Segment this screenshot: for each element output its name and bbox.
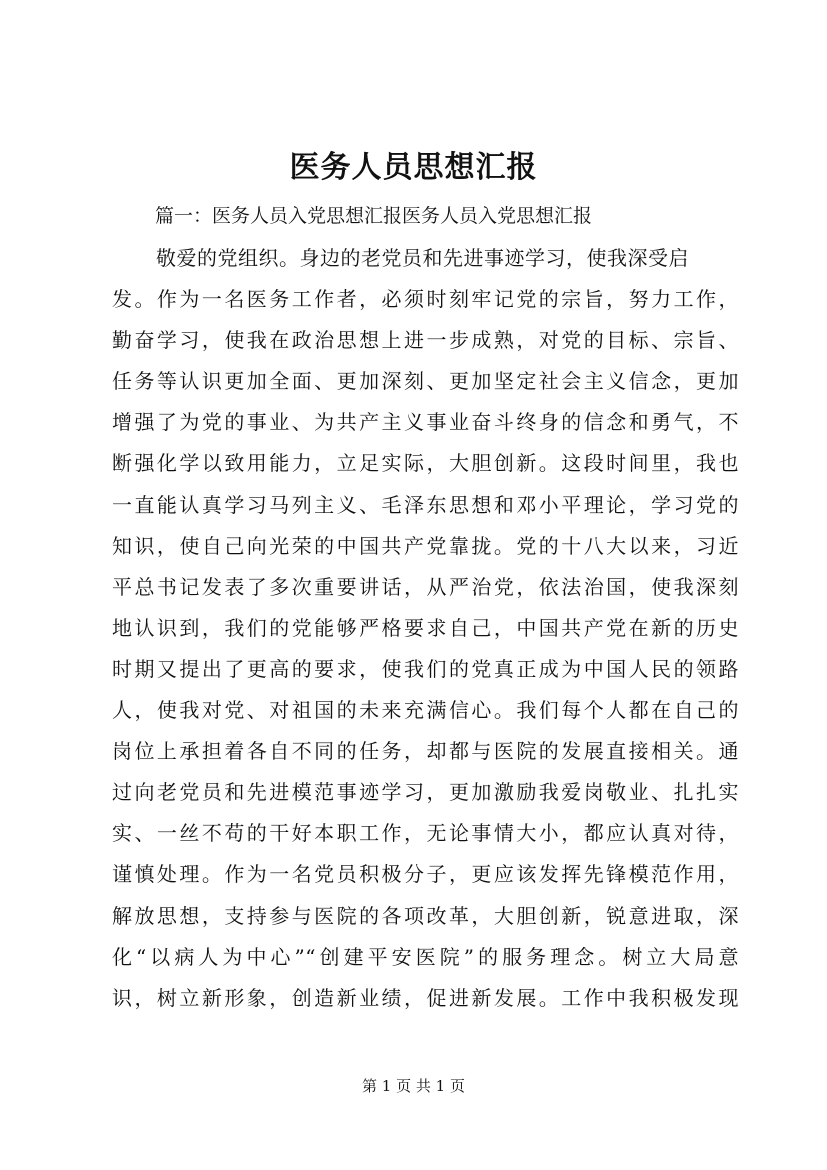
body-line: 过向老党员和先进模范事迹学习，更加激励我爱岗敬业、扎扎实 [112, 780, 739, 805]
document-subtitle: 篇一：医务人员入党思想汇报医务人员入党思想汇报 [155, 205, 593, 227]
body-line: 发。作为一名医务工作者，必须时刻牢记党的宗旨，努力工作， [112, 287, 739, 312]
body-line: 化“以病人为中心”“创建平安医院”的服务理念。树立大局意 [112, 944, 739, 969]
body-line: 平总书记发表了多次重要讲话，从严治党，依法治国，使我深刻 [112, 574, 739, 599]
body-line: 地认识到，我们的党能够严格要求自己，中国共产党在新的历史 [112, 615, 739, 640]
body-line: 时期又提出了更高的要求，使我们的党真正成为中国人民的领路 [112, 656, 739, 681]
body-line: 岗位上承担着各自不同的任务，却都与医院的发展直接相关。通 [112, 739, 739, 764]
body-line: 断强化学以致用能力，立足实际，大胆创新。这段时间里，我也 [112, 451, 739, 476]
body-line: 人，使我对党、对祖国的未来充满信心。我们每个人都在自己的 [112, 698, 739, 723]
body-line: 识，树立新形象，创造新业绩，促进新发展。工作中我积极发现 [112, 985, 739, 1010]
body-line: 任务等认识更加全面、更加深刻、更加坚定社会主义信念，更加 [112, 369, 739, 394]
body-line: 知识，使自己向光荣的中国共产党靠拢。党的十八大以来，习近 [112, 533, 739, 558]
body-line: 解放思想，支持参与医院的各项改革，大胆创新，锐意进取，深 [112, 903, 739, 928]
body-line: 敬爱的党组织。身边的老党员和先进事迹学习，使我深受启 [156, 246, 689, 270]
body-line: 一直能认真学习马列主义、毛泽东思想和邓小平理论，学习党的 [112, 492, 739, 517]
body-line: 谨慎处理。作为一名党员积极分子，更应该发挥先锋模范作用， [112, 862, 739, 887]
document-title: 医务人员思想汇报 [289, 150, 538, 185]
page-footer: 第 1 页 共 1 页 [362, 1077, 465, 1095]
body-line: 增强了为党的事业、为共产主义事业奋斗终身的信念和勇气，不 [112, 410, 739, 435]
body-line: 勤奋学习，使我在政治思想上进一步成熟，对党的目标、宗旨、 [112, 328, 739, 353]
body-line: 实、一丝不苟的干好本职工作，无论事情大小，都应认真对待， [112, 821, 739, 846]
document-body [112, 238, 739, 1019]
